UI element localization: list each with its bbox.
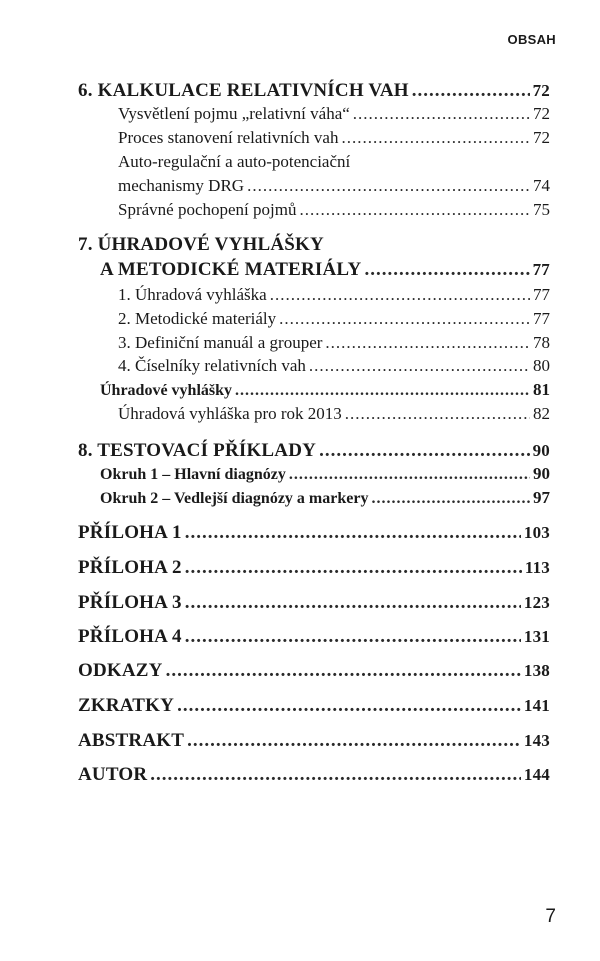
toc-page-number: 90 bbox=[533, 464, 550, 483]
toc-chapter-7-line1: 7. ÚHRADOVÉ VYHLÁŠKY bbox=[78, 234, 324, 255]
toc-entry-label: 1. Úhradová vyhláška bbox=[118, 285, 267, 304]
toc-page-number: 90 bbox=[532, 441, 550, 460]
toc-entry-label: ZKRATKY bbox=[78, 695, 175, 716]
toc-page-number: 77 bbox=[533, 309, 550, 328]
toc-entry-label: 8. TESTOVACÍ PŘÍKLADY bbox=[78, 440, 317, 461]
toc-page-number: 72 bbox=[533, 104, 550, 123]
toc-appendix bbox=[78, 626, 550, 648]
dot-leader bbox=[325, 333, 530, 353]
dot-leader bbox=[247, 176, 530, 196]
toc-entry-label: Úhradová vyhláška pro rok 2013 bbox=[118, 404, 342, 423]
toc-entry bbox=[118, 309, 550, 329]
dot-leader bbox=[341, 128, 530, 148]
toc-entry-label: PŘÍLOHA 3 bbox=[78, 592, 182, 613]
toc-entry-label: A METODICKÉ MATERIÁLY bbox=[100, 259, 362, 280]
toc-appendix bbox=[78, 730, 550, 752]
toc-entry bbox=[100, 488, 550, 508]
toc-entry-label: Okruh 1 – Hlavní diagnózy bbox=[100, 466, 286, 483]
toc-entry-label: Úhradové vyhlášky bbox=[100, 382, 233, 399]
toc-appendix bbox=[78, 764, 550, 786]
dot-leader bbox=[185, 626, 521, 648]
dot-leader bbox=[412, 80, 530, 102]
toc-entry bbox=[118, 200, 550, 220]
toc-appendix bbox=[78, 592, 550, 614]
toc-entry bbox=[100, 464, 550, 484]
toc-page-number: 138 bbox=[523, 661, 550, 680]
toc-page-number: 143 bbox=[523, 731, 550, 750]
toc-entry bbox=[118, 404, 550, 424]
dot-leader bbox=[150, 764, 521, 786]
toc-appendix bbox=[78, 522, 550, 544]
toc-page-number: 72 bbox=[533, 128, 550, 147]
dot-leader bbox=[270, 285, 530, 305]
running-head: OBSAH bbox=[507, 32, 556, 47]
toc-entry-label: Okruh 2 – Vedlejší diagnózy a markery bbox=[100, 490, 369, 507]
dot-leader bbox=[235, 382, 530, 400]
dot-leader bbox=[166, 660, 521, 682]
toc-page-number: 97 bbox=[533, 488, 550, 507]
toc-entry-label: mechanismy DRG bbox=[118, 176, 245, 195]
toc-entry-label: 3. Definiční manuál a grouper bbox=[118, 333, 323, 352]
dot-leader bbox=[371, 490, 530, 508]
toc-entry bbox=[118, 176, 550, 196]
toc-entry-line1: Auto-regulační a auto-potenciační bbox=[118, 152, 351, 171]
toc-appendix bbox=[78, 695, 550, 717]
toc-entry-label: 6. KALKULACE RELATIVNÍCH VAH bbox=[78, 80, 409, 101]
toc-entry-label: 2. Metodické materiály bbox=[118, 309, 277, 328]
toc-entry-label: Vysvětlení pojmu „relativní váha“ bbox=[118, 104, 350, 123]
toc-page-number: 77 bbox=[533, 285, 550, 304]
dot-leader bbox=[309, 356, 530, 376]
toc-page-number: 144 bbox=[523, 765, 550, 784]
toc-entry bbox=[118, 128, 550, 148]
toc-entry-label: Proces stanovení relativních vah bbox=[118, 128, 339, 147]
toc-page-number: 78 bbox=[533, 333, 550, 352]
toc-section bbox=[100, 380, 550, 400]
toc-entry-label: AUTOR bbox=[78, 764, 148, 785]
toc-page-number: 77 bbox=[532, 260, 550, 279]
toc-entry-label: ODKAZY bbox=[78, 660, 163, 681]
dot-leader bbox=[319, 440, 530, 462]
page-number: 7 bbox=[545, 906, 556, 927]
dot-leader bbox=[353, 104, 530, 124]
toc-page-number: 103 bbox=[523, 523, 550, 542]
dot-leader bbox=[279, 309, 530, 329]
toc-entry-label: Správné pochopení pojmů bbox=[118, 200, 297, 219]
toc-entry-label: ABSTRAKT bbox=[78, 730, 185, 751]
dot-leader bbox=[177, 695, 521, 717]
dot-leader bbox=[187, 730, 521, 752]
dot-leader bbox=[364, 259, 529, 281]
toc-page-number: 123 bbox=[523, 593, 550, 612]
toc-page-number: 74 bbox=[533, 176, 550, 195]
dot-leader bbox=[185, 592, 521, 614]
dot-leader bbox=[289, 466, 530, 484]
toc-entry bbox=[118, 104, 550, 124]
toc-chapter-6 bbox=[78, 80, 550, 102]
toc-chapter-7 bbox=[100, 259, 550, 281]
toc-page-number: 80 bbox=[533, 356, 550, 375]
dot-leader bbox=[345, 404, 530, 424]
toc-page-number: 82 bbox=[533, 404, 550, 423]
toc-entry-label: PŘÍLOHA 2 bbox=[78, 557, 182, 578]
toc-entry-label: PŘÍLOHA 4 bbox=[78, 626, 182, 647]
toc-appendix bbox=[78, 660, 550, 682]
toc-page-number: 81 bbox=[533, 380, 550, 399]
toc-entry bbox=[118, 333, 550, 353]
toc-page-number: 141 bbox=[523, 696, 550, 715]
dot-leader bbox=[299, 200, 530, 220]
toc-entry bbox=[118, 285, 550, 305]
toc-entry-label: 4. Číselníky relativních vah bbox=[118, 356, 306, 375]
toc-page-number: 113 bbox=[524, 558, 550, 577]
toc-entry bbox=[118, 356, 550, 376]
toc-entry-label: PŘÍLOHA 1 bbox=[78, 522, 182, 543]
toc-chapter-8 bbox=[78, 440, 550, 462]
toc-page-number: 75 bbox=[533, 200, 550, 219]
dot-leader bbox=[185, 522, 521, 544]
toc-page-number: 131 bbox=[523, 627, 550, 646]
toc-page-number: 72 bbox=[532, 81, 550, 100]
toc-appendix bbox=[78, 557, 550, 579]
dot-leader bbox=[185, 557, 522, 579]
